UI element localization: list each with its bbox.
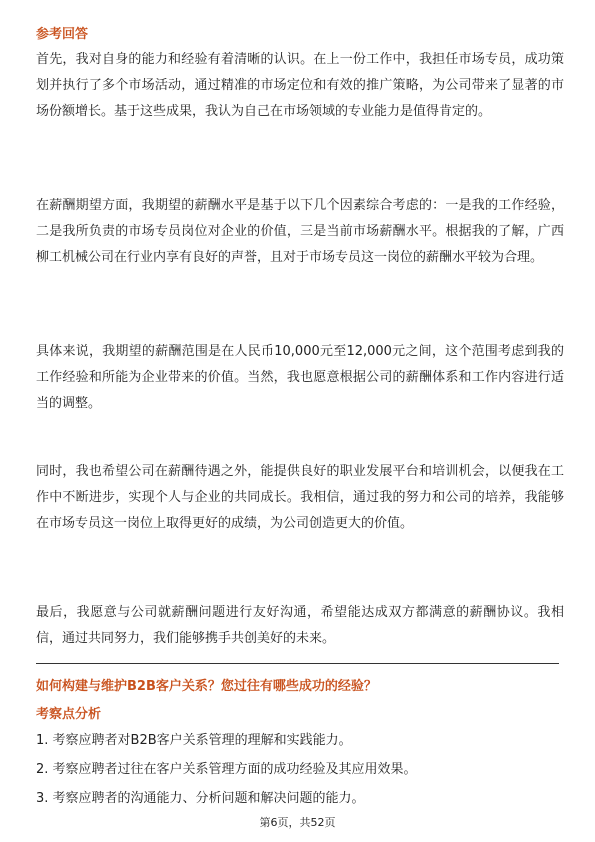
analysis-heading: 考察点分析 <box>36 707 102 722</box>
answer-paragraph-3: 具体来说，我期望的薪酬范围是在人民币10,000元至12,000元之间，这个范围考虑到我的工作经验和所能为企业带来的价值。当然，我也愿意根据公司的薪酬体系和工作内容进行适当的调整。 <box>36 344 564 411</box>
page-number: 第6页，共52页 <box>259 816 336 829</box>
answer-paragraph-1: 首先，我对自身的能力和经验有着清晰的认识。在上一份工作中，我担任市场专员，成功策划并执行了多个市场活动，通过精准的市场定位和有效的推广策略，为公司带来了显著的市场份额增长。基于这些成果，我认为自己在市场领域的专业能力是值得肯定的。 <box>36 52 564 119</box>
reference-answer-heading: 参考回答 <box>36 27 89 42</box>
answer-paragraph-2: 在薪酬期望方面，我期望的薪酬水平是基于以下几个因素综合考虑的：一是我的工作经验，二是我所负责的市场专员岗位对企业的价值，三是当前市场薪酬水平。根据我的了解，广西柳工机械公司在行业内享有良好的声誉，且对于市场专员这一岗位的薪酬水平较为合理。 <box>36 198 564 265</box>
answer-paragraph-4: 同时，我也希望公司在薪酬待遇之外，能提供良好的职业发展平台和培训机会，以便我在工作中不断进步，实现个人与企业的共同成长。我相信，通过我的努力和公司的培养，我能够在市场专员这一岗位上取得更好的成绩，为公司创造更大的价值。 <box>36 464 564 531</box>
question-title: 如何构建与维护B2B客户关系？您过往有哪些成功的经验？ <box>36 679 377 694</box>
answer-paragraph-5: 最后，我愿意与公司就薪酬问题进行友好沟通，希望能达成双方都满意的薪酬协议。我相信，通过共同努力，我们能够携手共创美好的未来。 <box>36 605 564 646</box>
analysis-point-2: 2. 考察应聘者过往在客户关系管理方面的成功经验及其应用效果。 <box>36 762 417 777</box>
section-divider <box>36 663 559 664</box>
analysis-point-3: 3. 考察应聘者的沟通能力、分析问题和解决问题的能力。 <box>36 791 365 806</box>
analysis-point-1: 1. 考察应聘者对B2B客户关系管理的理解和实践能力。 <box>36 733 352 748</box>
